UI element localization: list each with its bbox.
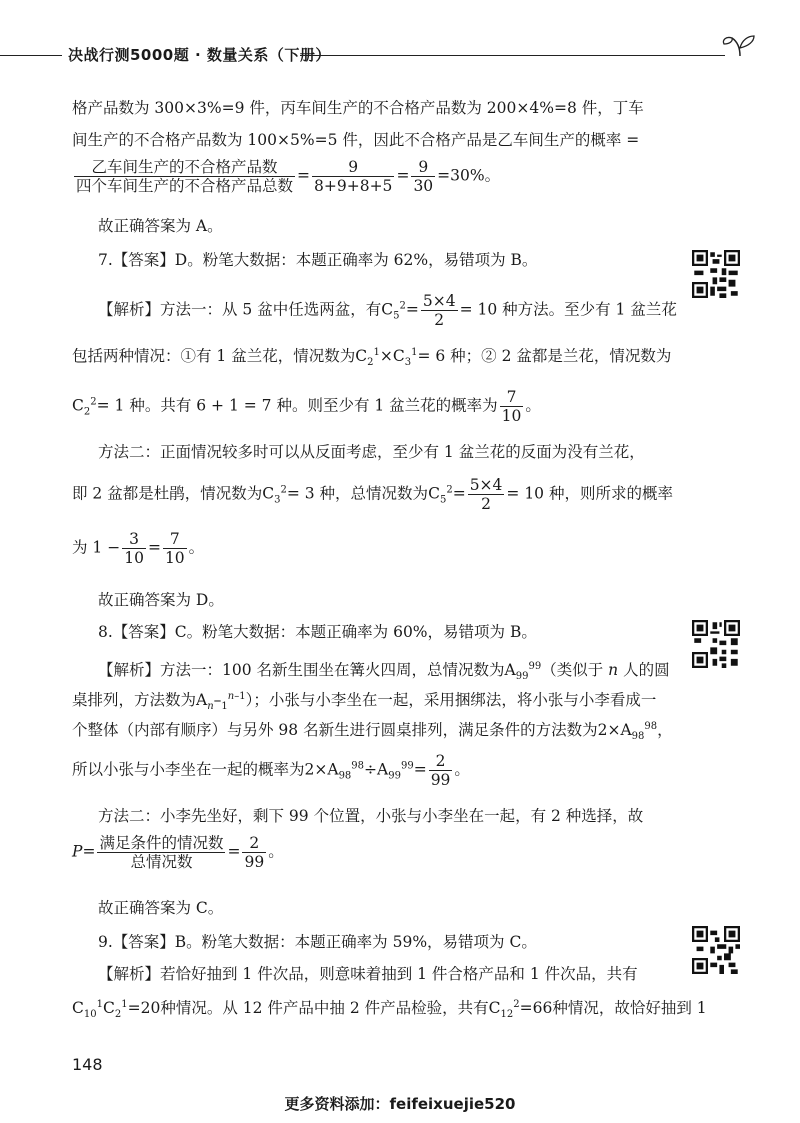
answer-heading: 7.【答案】D。粉笔大数据：本题正确率为 62%，易错项为 B。 xyxy=(98,251,538,269)
header-rule-left xyxy=(0,55,62,56)
fraction: $\frac{3}{10}$ xyxy=(124,530,144,567)
text-line: 间生产的不合格产品数为 100×5%=5 件，因此不合格产品是乙车间生产的概率 = xyxy=(72,131,640,149)
footer-note: 更多资料添加：feifeixuejie520 xyxy=(284,1095,516,1113)
fraction: $\frac{5\times 4}{2}$ xyxy=(469,476,503,513)
text-line: 方法二：正面情况较多时可以从反面考虑，至少有 1 盆兰花的反面为没有兰花， xyxy=(98,443,645,461)
fraction: $\frac{2}{99}$ xyxy=(244,834,265,871)
qr-code-icon xyxy=(692,250,740,298)
fraction: $\frac{7}{10}$ xyxy=(164,530,185,567)
formula-line: P= $\frac{\text{满足条件的情况数}}{\text{总情况数}}$ = $\frac{2}{99}$ 。 xyxy=(72,834,284,871)
text-line: 格产品数为 300×3%=9 件，丙车间生产的不合格产品数为 200×4%=8 件，丁车 xyxy=(72,99,644,117)
fraction: $\frac{9}{8+9+8+5}$ xyxy=(314,158,393,195)
text-line: 故正确答案为 C。 xyxy=(98,899,224,917)
answer-heading: 9.【答案】B。粉笔大数据：本题正确率为 59%，易错项为 C。 xyxy=(98,933,537,951)
fraction: $\frac{5\times 4}{2}$ xyxy=(422,292,456,329)
formula-line: 包括两种情况：①有 1 盆兰花，情况数为$C_2^1\times C_3^1= 6$ 种；② 2 盆都是兰花，情况数为 xyxy=(72,346,672,369)
text-line: 方法二：小李先坐好，剩下 99 个位置，小张与小李坐在一起，有 2 种选择，故 xyxy=(98,807,644,825)
answer-heading: 8.【答案】C。粉笔大数据：本题正确率为 60%，易错项为 B。 xyxy=(98,623,537,641)
fraction: $\frac{\text{乙车间生产的不合格产品数}}{\text{四个车间生产的不合格产品总数}}$ xyxy=(76,158,294,195)
formula-line: $C_2^2= 1$ 种。共有 6 + 1 = 7 种。则至少有 1 盆兰花的概率为 $\frac{7}{10}$ 。 xyxy=(72,388,541,425)
formula-line: 即 2 盆都是杜鹃，情况数为$C_3^2= 3$ 种，总情况数为$C_5^2=$ $\frac{5\times 4}{2}$ = 10 种，则所求的概率 xyxy=(72,476,673,513)
sprout-icon xyxy=(720,30,760,58)
qr-code-icon xyxy=(692,926,740,974)
formula-line: 个整体（内部有顺序）与另外 98 名新生进行圆桌排列，满足条件的方法数为$2\times A_{98}^{98}$， xyxy=(72,720,673,743)
formula-line: 桌排列，方法数为$A_n-_1^{n-1}$）；小张与小李坐在一起，采用捆绑法，将小张与小李看成一 xyxy=(72,690,657,713)
fraction: $\frac{2}{99}$ xyxy=(430,752,451,789)
formula-line: 为 1 − $\frac{3}{10}$ = $\frac{7}{10}$ 。 xyxy=(72,530,205,567)
running-header xyxy=(0,44,800,70)
text-line: 故正确答案为 D。 xyxy=(98,591,224,609)
formula-line: 所以小张与小李坐在一起的概率为$2\times A_{98}^{98}\div A_{99}^{99}=$ $\frac{2}{99}$ 。 xyxy=(72,752,470,789)
text-line: 【解析】若恰好抽到 1 件次品，则意味着抽到 1 件合格产品和 1 件次品，共有 xyxy=(98,965,638,983)
qr-code-icon xyxy=(692,620,740,668)
page-number: 148 xyxy=(72,1055,103,1074)
book-title: 决战行测5000题 · 数量关系（下册） xyxy=(68,46,331,64)
fraction: $\frac{9}{30}$ xyxy=(413,158,434,195)
text-line: 故正确答案为 A。 xyxy=(98,217,223,235)
fraction: $\frac{7}{10}$ xyxy=(501,388,522,425)
formula-line: $\frac{\text{乙车间生产的不合格产品数}}{\text{四个车间生产的不合格产品总数}}$ = $\frac{9}{8+9+8+5}$ = $\frac{9}{30}$ =30%。 xyxy=(76,158,501,195)
formula-line: $C_{10}^1C_2^1=20$种情况。从 12 件产品中抽 2 件产品检验，共有$C_{12}^2=66$种情况，故恰好抽到 1 xyxy=(72,998,707,1021)
formula-line: 【解析】方法一：从 5 盆中任选两盆，有$C_5^2=$ $\frac{5\times 4}{2}$ = 10 种方法。至少有 1 盆兰花 xyxy=(98,292,677,329)
fraction: $\frac{\text{满足条件的情况数}}{\text{总情况数}}$ xyxy=(99,834,224,871)
formula-line: 【解析】方法一：100 名新生围坐在篝火四周，总情况数为$A_{99}^{99}$（类似于 n 人的圆 xyxy=(98,660,670,683)
header-rule-right xyxy=(300,55,725,56)
